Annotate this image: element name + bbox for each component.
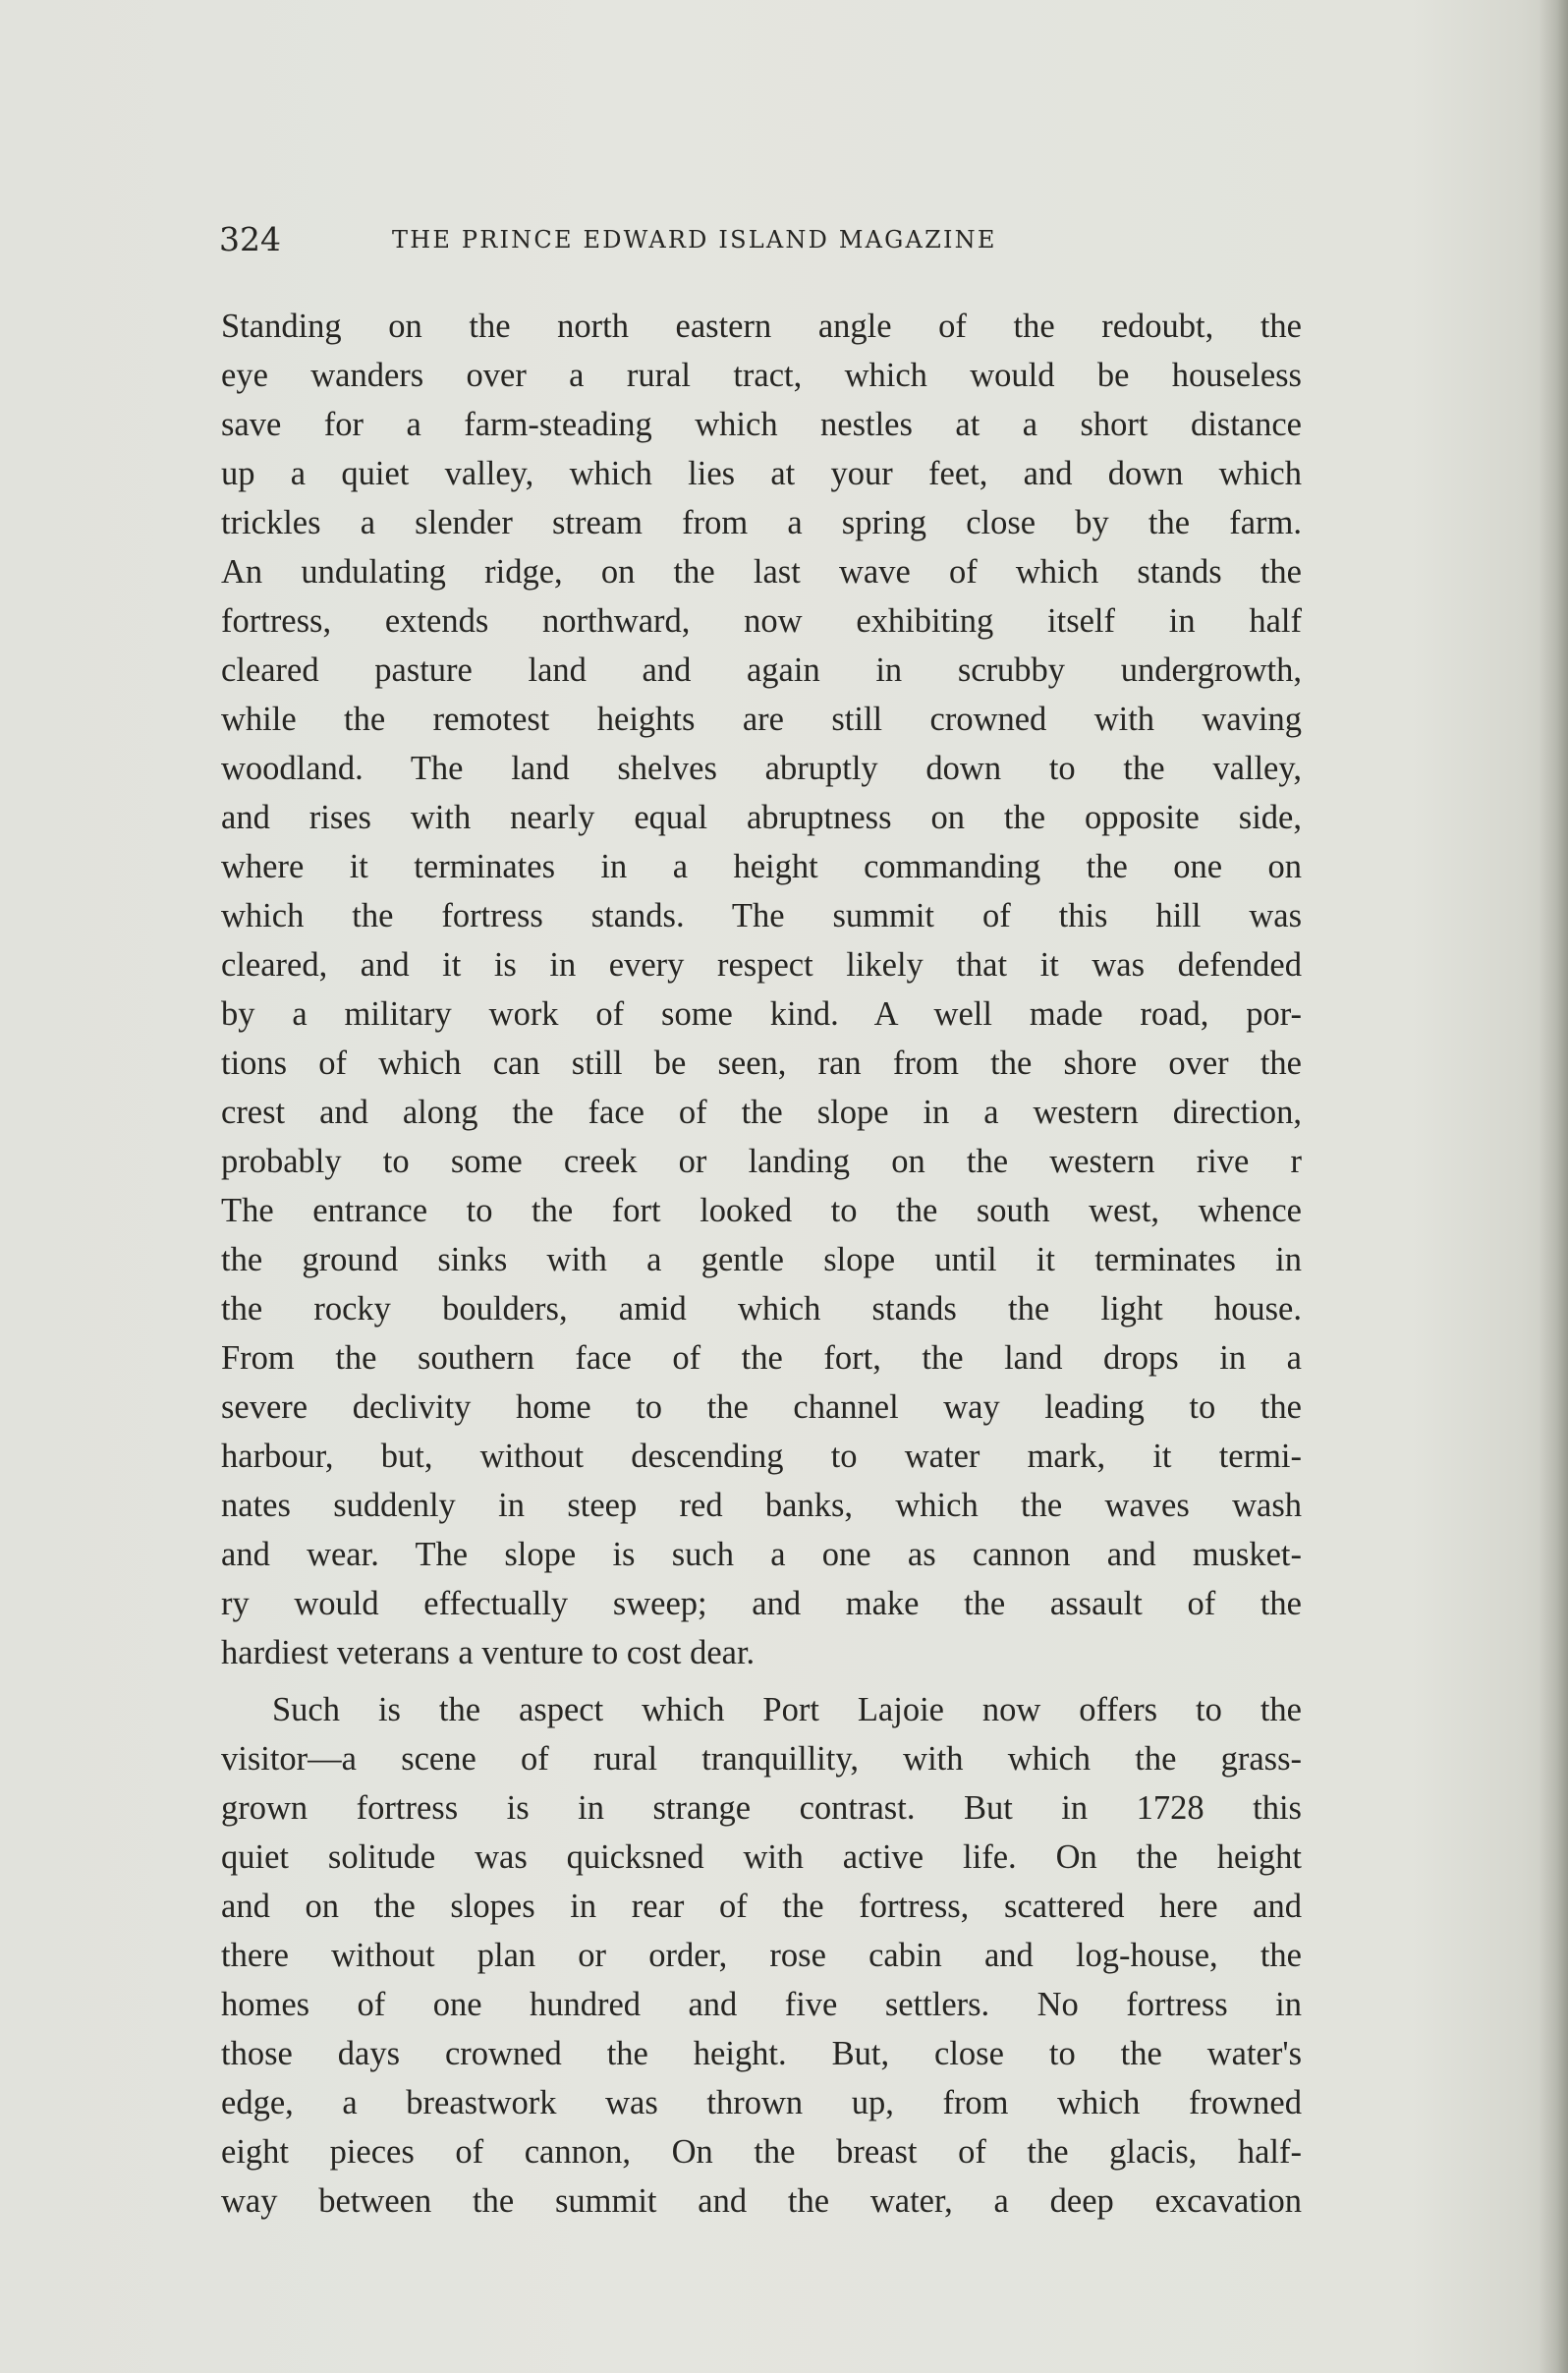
text-line: up a quiet valley, which lies at your feet, and down which	[221, 455, 1302, 492]
text-line: crest and along the face of the slope in a western direction,	[221, 1094, 1302, 1131]
text-line: those days crowned the height. But, close to the water's	[221, 2035, 1302, 2072]
text-line: where it terminates in a height commanding the one on	[221, 848, 1302, 885]
text-line: trickles a slender stream from a spring close by the farm.	[221, 504, 1302, 541]
text-line: nates suddenly in steep red banks, which the waves wash	[221, 1487, 1302, 1524]
text-line: Standing on the north eastern angle of the redoubt, the	[221, 308, 1302, 345]
text-line: save for a farm-steading which nestles at a short distance	[221, 406, 1302, 443]
text-line: harbour, but, without descending to water mark, it termi-	[221, 1438, 1302, 1475]
text-line: the rocky boulders, amid which stands the light house.	[221, 1290, 1302, 1328]
text-line: the ground sinks with a gentle slope until it terminates in	[221, 1241, 1302, 1278]
text-line: hardiest veterans a venture to cost dear.	[221, 1634, 756, 1671]
journal-title: THE PRINCE EDWARD ISLAND MAGAZINE	[392, 226, 997, 254]
text-line: homes of one hundred and five settlers. No fortress in	[221, 1986, 1302, 2023]
body-text	[221, 302, 1302, 2226]
running-head	[219, 218, 1300, 261]
page-edge-shadow	[1539, 0, 1568, 2373]
text-line: woodland. The land shelves abruptly down to the valley,	[221, 750, 1302, 787]
text-line: An undulating ridge, on the last wave of which stands the	[221, 553, 1302, 591]
text-line: visitor—a scene of rural tranquillity, with which the grass-	[221, 1740, 1302, 1778]
text-line: ry would effectually sweep; and make the assault of the	[221, 1585, 1302, 1622]
text-line: cleared pasture land and again in scrubby undergrowth,	[221, 651, 1302, 689]
text-line: eye wanders over a rural tract, which would be houseless	[221, 357, 1302, 394]
text-line: and on the slopes in rear of the fortress, scattered here and	[221, 1888, 1302, 1925]
text-line: severe declivity home to the channel way leading to the	[221, 1388, 1302, 1426]
text-line: eight pieces of cannon, On the breast of the glacis, half-	[221, 2133, 1302, 2171]
text-line: grown fortress is in strange contrast. But in 1728 this	[221, 1789, 1302, 1827]
text-line: quiet solitude was quicksned with active life. On the height	[221, 1838, 1302, 1876]
text-line: and wear. The slope is such a one as cannon and musket-	[221, 1536, 1302, 1573]
text-line: cleared, and it is in every respect likely that it was defended	[221, 946, 1302, 984]
text-line: there without plan or order, rose cabin and log-house, the	[221, 1937, 1302, 1974]
text-line: edge, a breastwork was thrown up, from which frowned	[221, 2084, 1302, 2121]
text-line: way between the summit and the water, a deep excavation	[221, 2182, 1302, 2220]
text-line: Such is the aspect which Port Lajoie now offers to the	[272, 1691, 1302, 1728]
text-line: tions of which can still be seen, ran from the shore over the	[221, 1045, 1302, 1082]
page-number: 324	[219, 220, 281, 258]
text-line: fortress, extends northward, now exhibiting itself in half	[221, 602, 1302, 640]
text-line: while the remotest heights are still crowned with waving	[221, 701, 1302, 738]
paragraph-1	[221, 302, 1302, 1677]
text-line: The entrance to the fort looked to the south west, whence	[221, 1192, 1302, 1229]
text-line: From the southern face of the fort, the land drops in a	[221, 1339, 1302, 1377]
text-line: and rises with nearly equal abruptness on the opposite side,	[221, 799, 1302, 836]
text-line: by a military work of some kind. A well made road, por-	[221, 995, 1302, 1033]
text-line: which the fortress stands. The summit of this hill was	[221, 897, 1302, 934]
paragraph-2	[221, 1685, 1302, 2226]
text-line: probably to some creek or landing on the western rive r	[221, 1143, 1302, 1180]
